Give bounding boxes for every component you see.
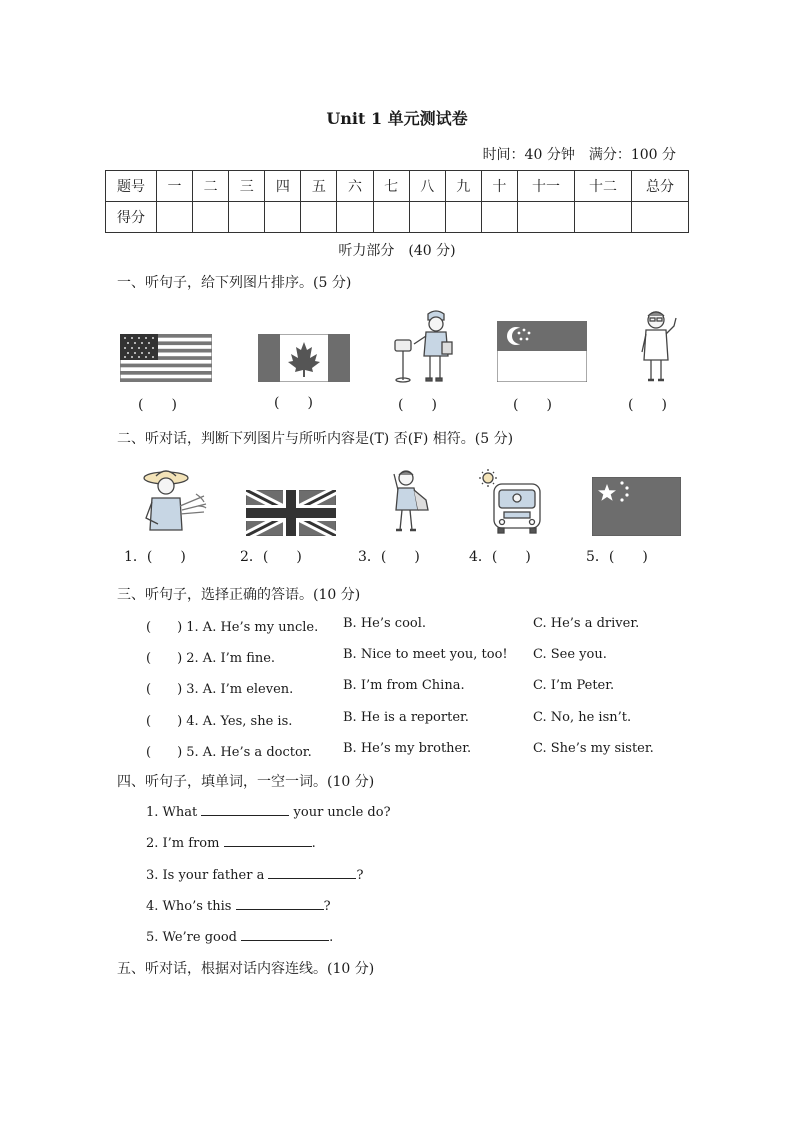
table-cell: 八 [409,171,445,202]
fill-in-blank[interactable] [224,834,312,847]
fill-in-blank[interactable] [241,928,329,941]
bus-icon [478,468,548,534]
answer-blank-1[interactable]: ( ) [138,397,177,413]
section-2-heading: 二、听对话，判断下列图片与所听内容是(T) 否(F) 相符。(5 分) [117,431,514,447]
answer-blank-s2-4[interactable]: 4．( ) [469,549,531,565]
score-input-cell[interactable] [373,202,409,233]
table-cell: 六 [337,171,373,202]
section-5-heading: 五、听对话，根据对话内容连线。(10 分) [117,961,375,977]
question-option-c: C. She’s my sister. [533,741,654,756]
question-option-a: ( ) 4. A. Yes, she is. [146,714,293,729]
question-option-c: C. I’m Peter. [533,678,615,693]
listening-heading: 听力部分 (40 分) [338,243,456,259]
fill-in-blank[interactable] [201,803,289,816]
section-1-heading: 一、听句子，给下列图片排序。(5 分) [117,275,352,291]
fill-in-prefix: 3. Is your father a [146,868,265,883]
score-input-cell[interactable] [481,202,517,233]
usa-flag-icon [120,334,212,382]
score-input-cell[interactable] [193,202,229,233]
table-cell: 一 [157,171,193,202]
score-input-cell[interactable] [229,202,265,233]
canada-flag-icon [258,334,350,382]
table-cell: 得分 [106,202,157,233]
fill-in-item [146,897,331,914]
score-input-cell[interactable] [409,202,445,233]
singapore-flag-icon [497,321,587,382]
question-option-a: ( ) 3. A. I’m eleven. [146,682,294,697]
fill-in-suffix: ? [356,868,364,883]
table-cell: 十一 [518,171,575,202]
answer-blank-2[interactable]: ( ) [274,395,313,411]
score-table-score-row [106,202,689,233]
fill-in-blank[interactable] [268,866,356,879]
answer-blank-s2-3[interactable]: 3．( ) [358,549,420,565]
fill-in-prefix: 1. What [146,805,198,820]
farmer-icon [138,466,208,534]
fill-in-item [146,834,316,851]
fill-in-suffix: . [329,930,334,945]
table-cell: 三 [229,171,265,202]
fill-in-item [146,866,363,883]
question-option-b: B. I’m from China. [343,678,465,693]
question-option-b: B. He is a reporter. [343,710,469,725]
postman-icon [392,308,454,384]
table-cell: 四 [265,171,301,202]
score-input-cell[interactable] [445,202,481,233]
section-4-heading: 四、听句子，填单词，一空一词。(10 分) [117,774,375,790]
score-input-cell[interactable] [575,202,632,233]
fill-in-prefix: 2. I’m from [146,836,220,851]
table-cell: 九 [445,171,481,202]
table-cell: 七 [373,171,409,202]
answer-blank-5[interactable]: ( ) [628,397,667,413]
question-option-b: B. He’s cool. [343,616,427,631]
score-input-cell[interactable] [157,202,193,233]
fill-in-item [146,803,391,820]
fill-in-suffix: your uncle do? [293,805,391,820]
question-option-b: B. Nice to meet you, too! [343,647,508,662]
question-option-c: C. No, he isn’t. [533,710,632,725]
question-option-a: ( ) 1. A. He’s my uncle. [146,620,319,635]
score-input-cell[interactable] [301,202,337,233]
doctor-icon [636,308,682,384]
exam-meta: 时间：40 分钟 满分：100 分 [482,147,676,163]
score-input-cell[interactable] [337,202,373,233]
uk-flag-icon [246,490,336,536]
section-3-heading: 三、听句子，选择正确的答语。(10 分) [117,587,361,603]
score-input-cell[interactable] [265,202,301,233]
answer-blank-3[interactable]: ( ) [398,397,437,413]
question-option-a: ( ) 5. A. He’s a doctor. [146,745,312,760]
answer-blank-4[interactable]: ( ) [513,397,552,413]
fill-in-blank[interactable] [236,897,324,910]
china-flag-icon [592,477,681,536]
question-option-b: B. He’s my brother. [343,741,472,756]
fill-in-prefix: 4. Who’s this [146,899,232,914]
boy-icon [384,466,432,536]
score-table-header-row [106,171,689,202]
table-cell: 五 [301,171,337,202]
page-title: Unit 1 单元测试卷 [326,109,468,128]
question-option-a: ( ) 2. A. I’m fine. [146,651,276,666]
table-cell: 总分 [632,171,689,202]
question-option-c: C. He’s a driver. [533,616,640,631]
fill-in-suffix: . [311,836,316,851]
fill-in-prefix: 5. We’re good [146,930,237,945]
table-cell: 十二 [575,171,632,202]
fill-in-suffix: ? [323,899,331,914]
fill-in-item [146,928,333,945]
table-cell: 二 [193,171,229,202]
answer-blank-s2-5[interactable]: 5．( ) [586,549,648,565]
answer-blank-s2-1[interactable]: 1．( ) [124,549,186,565]
score-input-cell[interactable] [632,202,689,233]
answer-blank-s2-2[interactable]: 2．( ) [240,549,302,565]
score-input-cell[interactable] [518,202,575,233]
table-cell: 十 [481,171,517,202]
score-table [105,170,689,233]
table-cell: 题号 [106,171,157,202]
question-option-c: C. See you. [533,647,607,662]
